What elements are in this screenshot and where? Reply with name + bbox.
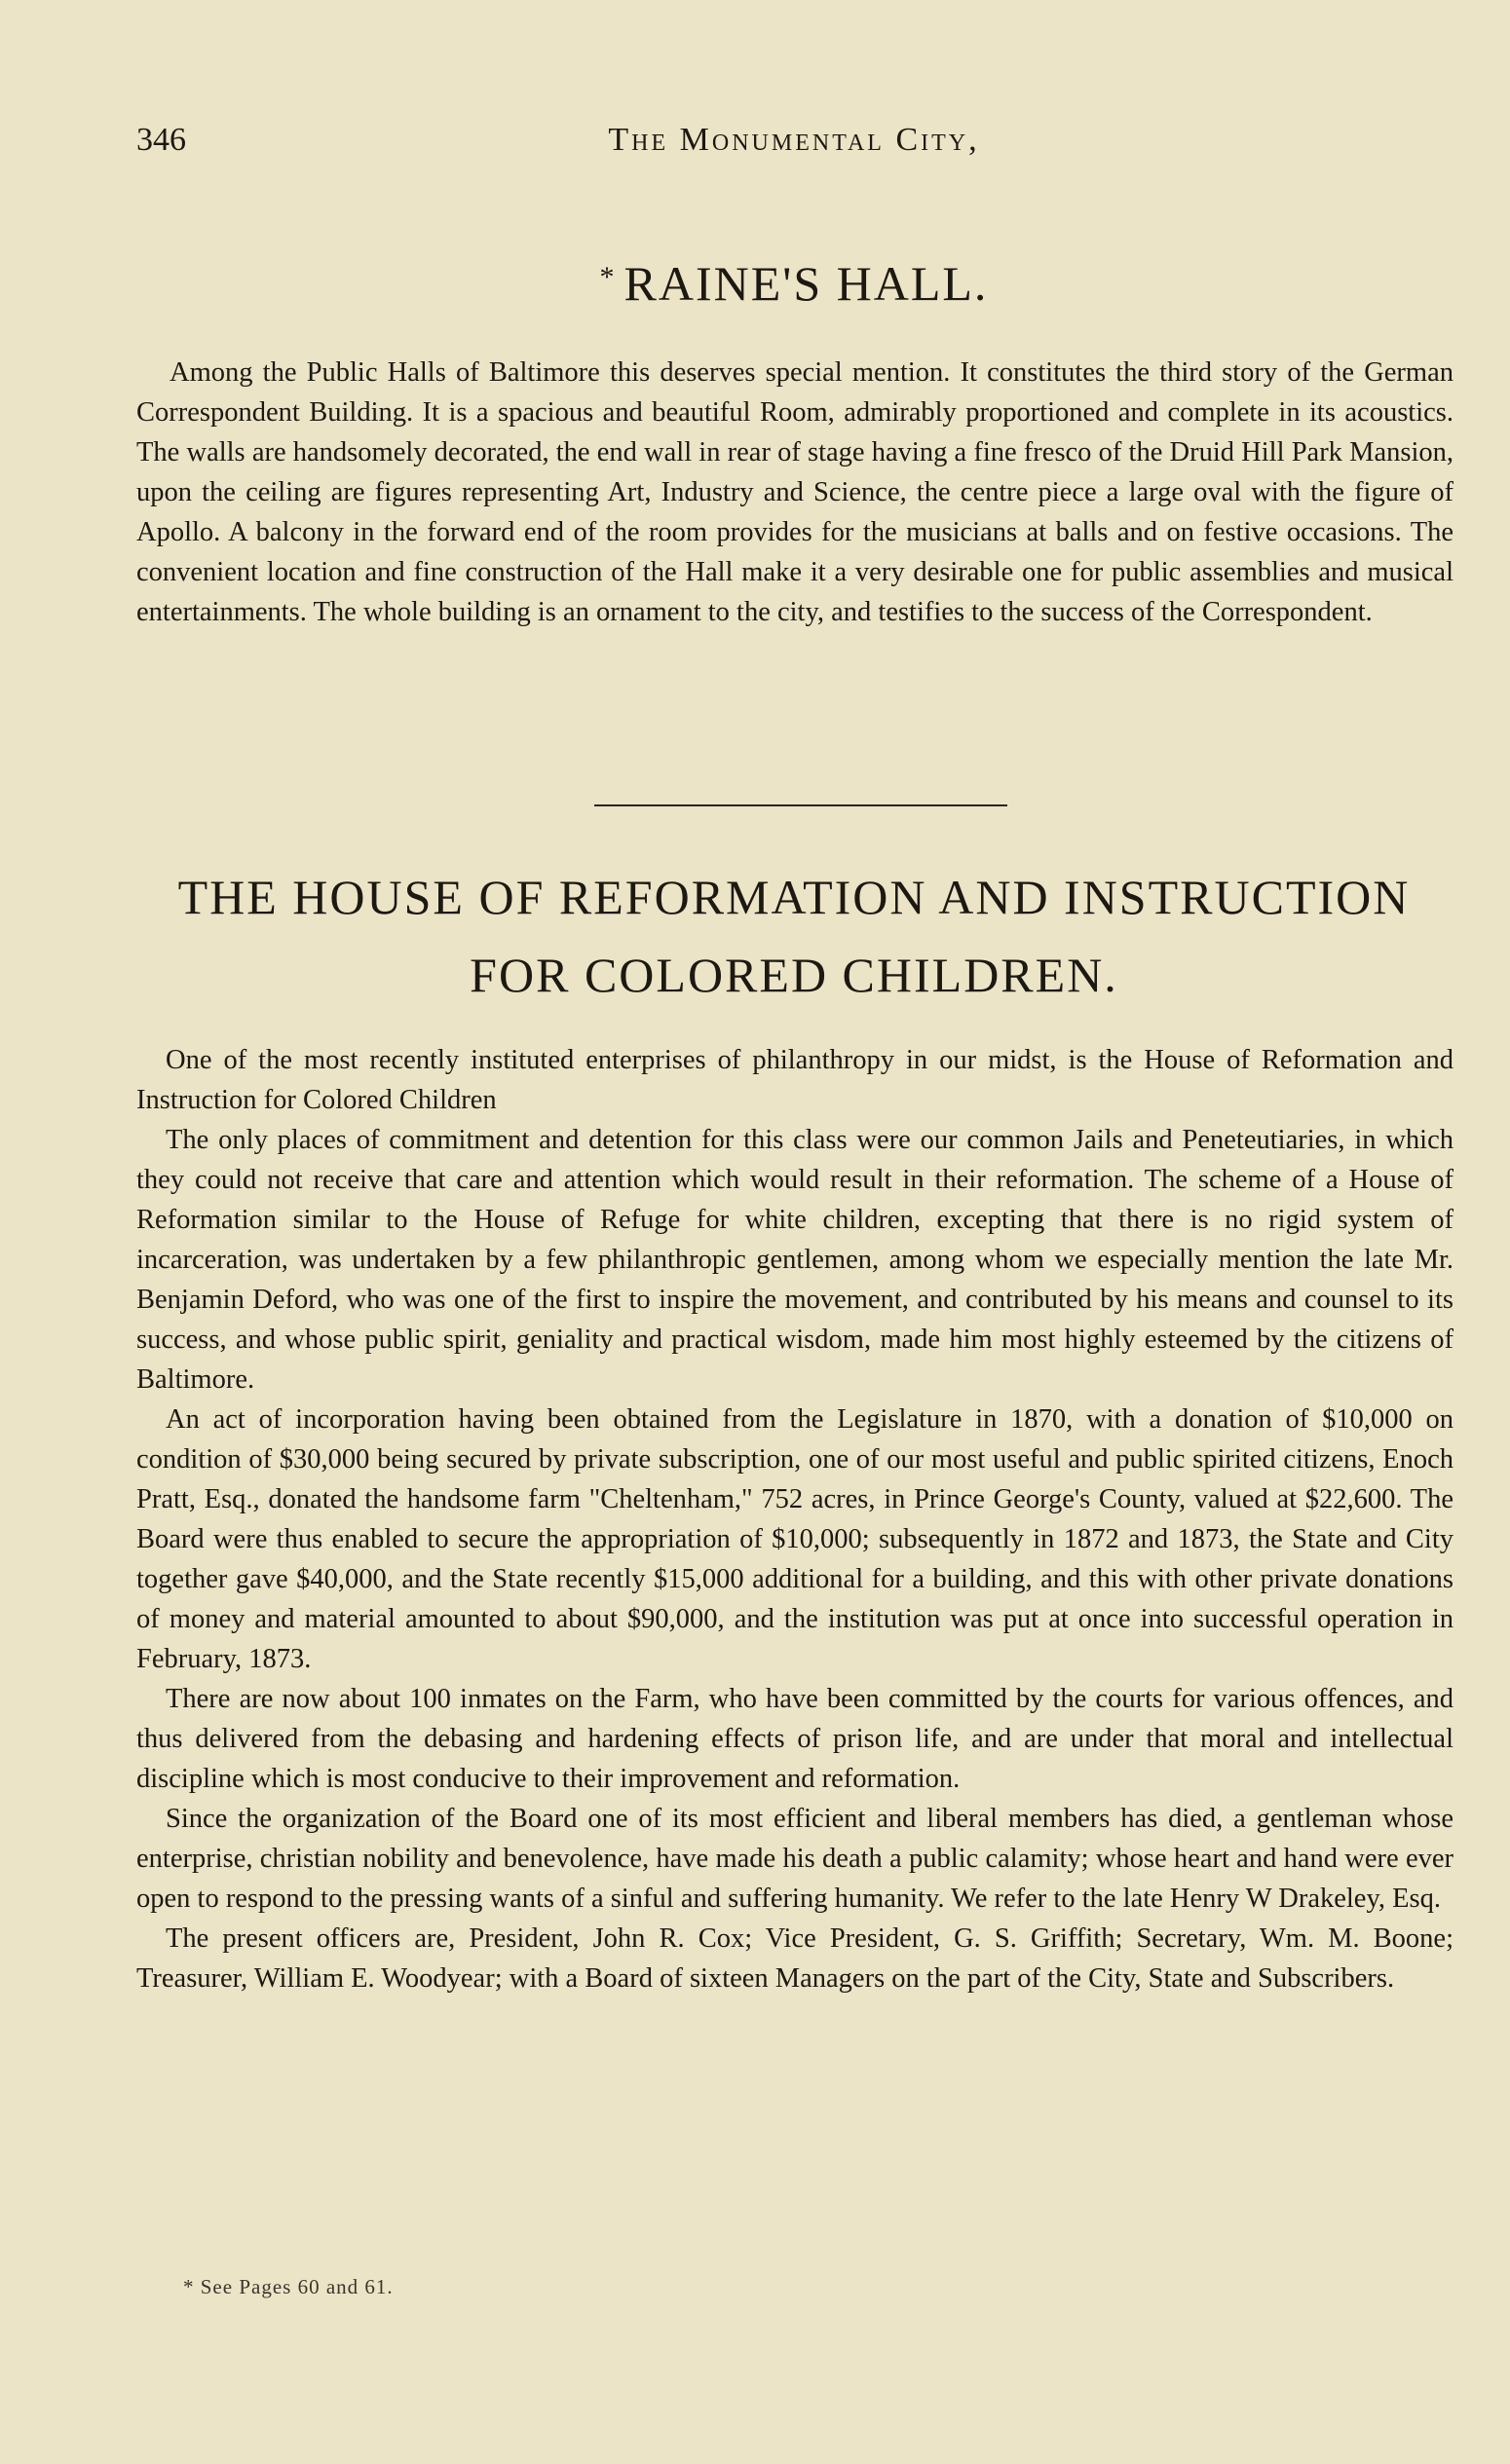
paragraph: The present officers are, President, John R. Cox; Vice President, G. S. Griffith; Secretary, Wm. M. Boone; Treasurer, William E. Woodyear; with a Board of sixteen Managers on the part of the City, State and Subscribers. [136, 1923, 1453, 1994]
paragraph: There are now about 100 inmates on the Farm, who have been committed by the courts for various offences, and thus delivered from the debasing and hardening effects of prison life, and are under that moral and intellectual discipline which is most conducive to their improvement and reformation. [136, 1684, 1453, 1794]
section-title-house-of-reformation-line2: FOR COLORED CHILDREN. [470, 948, 1118, 1002]
footnote-marker: * [599, 261, 617, 293]
raines-hall-body [136, 353, 1453, 632]
section-divider [594, 804, 1007, 806]
page-header [136, 122, 1452, 170]
section-title-raines-hall [136, 255, 1452, 312]
section-title-house-of-reformation-line1: THE HOUSE OF REFORMATION AND INSTRUCTION [177, 870, 1411, 924]
section-title-text: RAINE'S HALL. [623, 256, 989, 311]
page-number: 346 [136, 122, 186, 158]
paragraph: One of the most recently instituted enterprises of philanthropy in our midst, is the House of Reformation and Instruction for Colored Children [136, 1045, 1453, 1115]
running-head: The Monumental City, [608, 122, 980, 158]
house-of-reformation-body [136, 1040, 1453, 1998]
paragraph: The only places of commitment and detention for this class were our common Jails and Peneteutiaries, in which they could not receive that care and attention which would result in their reformation. The scheme of a House of Reformation similar to the House of Refuge for white children, excepting that there is no rigid system of incarceration, was undertaken by a few philanthropic gentlemen, among whom we especially mention the late Mr. Benjamin Deford, who was one of the first to inspire the movement, and contributed by his means and counsel to its success, and whose public spirit, geniality and practical wisdom, made him most highly esteemed by the citizens of Baltimore. [136, 1125, 1453, 1395]
footnote: * See Pages 60 and 61. [183, 2275, 394, 2298]
paragraph: An act of incorporation having been obtained from the Legislature in 1870, with a donation of $10,000 on condition of $30,000 being secured by private subscription, one of our most useful and public spirited citizens, Enoch Pratt, Esq., donated the handsome farm "Cheltenham," 752 acres, in Prince George's County, valued at $22,600. The Board were thus enabled to secure the appropriation of $10,000; subsequently in 1872 and 1873, the State and City together gave $40,000, and the State recently $15,000 additional for a building, and this with other private donations of money and material amounted to about $90,000, and the institution was put at once into successful operation in February, 1873. [136, 1404, 1453, 1674]
paragraph: Since the organization of the Board one of its most efficient and liberal members has died, a gentleman whose enterprise, christian nobility and benevolence, have made his death a public calamity; whose heart and hand were ever open to respond to the pressing wants of a sinful and suffering humanity. We refer to the late Henry W Drakeley, Esq. [136, 1804, 1453, 1914]
paragraph: Among the Public Halls of Baltimore this deserves special mention. It constitutes the third story of the German Correspondent Building. It is a spacious and beautiful Room, admirably proportioned and complete in its acoustics. The walls are handsomely decorated, the end wall in rear of stage having a fine fresco of the Druid Hill Park Mansion, upon the ceiling are figures representing Art, Industry and Science, the centre piece a large oval with the figure of Apollo. A balcony in the forward end of the room provides for the musicians at balls and on festive occasions. The convenient location and fine construction of the Hall make it a very desirable one for public assemblies and musical entertainments. The whole building is an ornament to the city, and testifies to the success of the Correspondent. [136, 357, 1453, 627]
